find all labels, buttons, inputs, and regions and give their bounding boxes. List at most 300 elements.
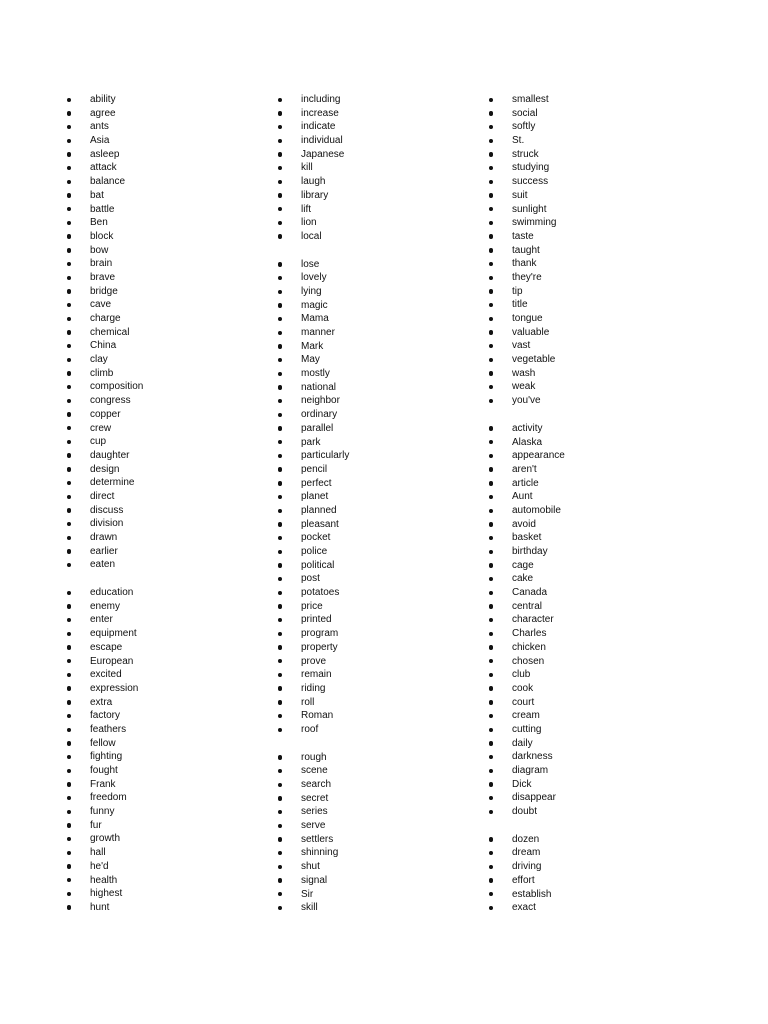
word-text: price	[301, 600, 323, 612]
bullet-icon	[278, 372, 282, 376]
list-item	[60, 805, 270, 819]
list-item	[60, 298, 270, 312]
list-item	[271, 600, 481, 614]
bullet-icon	[489, 741, 493, 745]
bullet-icon	[67, 508, 71, 512]
list-item	[271, 490, 481, 504]
word-text: struck	[512, 148, 539, 160]
bullet-icon	[489, 659, 493, 663]
list-item	[482, 805, 692, 819]
bullet-icon	[278, 426, 282, 430]
list-item	[482, 874, 692, 888]
word-text: Japanese	[301, 148, 345, 160]
bullet-icon	[489, 180, 493, 184]
word-text: fur	[90, 819, 102, 831]
list-item	[60, 189, 270, 203]
word-text: block	[90, 230, 114, 242]
word-text: Charles	[512, 628, 547, 640]
bullet-icon	[278, 317, 282, 321]
bullet-icon	[67, 878, 71, 882]
word-text: birthday	[512, 546, 548, 557]
bullet-icon	[489, 139, 493, 143]
word-text: sunlight	[512, 203, 547, 215]
list-item	[60, 312, 270, 326]
list-item	[271, 641, 481, 655]
word-text: education	[90, 587, 134, 599]
list-item	[271, 751, 481, 765]
list-item	[482, 93, 692, 107]
list-item	[60, 271, 270, 285]
word-column-1	[60, 93, 270, 929]
list-item	[482, 312, 692, 326]
list-item	[60, 367, 270, 381]
list-item	[482, 367, 692, 381]
word-text: cream	[512, 710, 540, 722]
word-text: bat	[90, 189, 104, 201]
bullet-icon	[278, 495, 282, 499]
bullet-icon	[278, 262, 282, 266]
word-text: Canada	[512, 587, 548, 599]
list-item	[482, 161, 692, 175]
list-item	[60, 148, 270, 162]
word-text: battle	[90, 203, 115, 215]
word-text: title	[512, 299, 528, 311]
word-text: social	[512, 107, 538, 119]
list-item	[271, 723, 481, 737]
list-item	[482, 189, 692, 203]
list-item	[482, 257, 692, 271]
list-item	[60, 778, 270, 792]
list-item	[60, 668, 270, 682]
word-text: exact	[512, 902, 536, 914]
bullet-icon	[278, 481, 282, 485]
word-text: excited	[90, 669, 122, 681]
bullet-icon	[489, 454, 493, 458]
list-item	[60, 531, 270, 545]
list-item	[60, 120, 270, 134]
list-item	[60, 449, 270, 463]
bullet-icon	[67, 659, 71, 663]
list-item	[60, 791, 270, 805]
bullet-icon	[67, 782, 71, 786]
bullet-icon	[67, 645, 71, 649]
word-text: direct	[90, 490, 115, 502]
bullet-icon	[278, 837, 282, 841]
bullet-icon	[489, 906, 493, 910]
word-column-2	[271, 93, 481, 929]
word-text: ability	[90, 94, 116, 105]
bullet-icon	[67, 426, 71, 430]
list-item	[271, 531, 481, 545]
list-item	[271, 271, 481, 285]
list-item	[60, 696, 270, 710]
bullet-icon	[278, 509, 282, 513]
word-text: cutting	[512, 723, 542, 735]
bullet-icon	[489, 98, 493, 102]
bullet-icon	[67, 152, 71, 156]
list-item	[271, 792, 481, 806]
word-list	[60, 93, 270, 572]
word-list	[482, 422, 692, 819]
word-text: escape	[90, 641, 123, 653]
word-column-3	[482, 93, 692, 929]
word-text: remain	[301, 669, 332, 681]
word-text: daughter	[90, 449, 130, 461]
list-item	[271, 408, 481, 422]
word-text: European	[90, 655, 134, 667]
bullet-icon	[278, 221, 282, 225]
word-text: central	[512, 600, 543, 612]
word-text: secret	[301, 792, 329, 804]
word-text: planet	[301, 491, 329, 503]
bullet-icon	[489, 495, 493, 499]
word-text: neighbor	[301, 395, 340, 407]
list-item	[271, 545, 481, 559]
list-item	[482, 709, 692, 723]
word-text: studying	[512, 162, 550, 174]
bullet-icon	[278, 111, 282, 115]
word-text: dream	[512, 847, 541, 859]
list-item	[482, 846, 692, 860]
bullet-icon	[489, 152, 493, 156]
list-item	[482, 655, 692, 669]
bullet-icon	[278, 344, 282, 348]
list-item	[60, 422, 270, 436]
list-item	[271, 833, 481, 847]
bullet-icon	[489, 234, 493, 238]
bullet-icon	[278, 180, 282, 184]
bullet-icon	[67, 481, 71, 485]
list-item	[60, 832, 270, 846]
bullet-icon	[489, 385, 493, 389]
bullet-icon	[489, 193, 493, 197]
bullet-icon	[489, 509, 493, 513]
bullet-icon	[489, 577, 493, 581]
list-item	[271, 353, 481, 367]
bullet-icon	[278, 536, 282, 540]
bullet-icon	[67, 522, 71, 526]
word-text: taught	[512, 244, 540, 256]
bullet-icon	[67, 399, 71, 403]
bullet-icon	[278, 686, 282, 690]
word-text: effort	[512, 874, 535, 886]
list-item	[60, 709, 270, 723]
list-item	[271, 175, 481, 189]
list-item	[60, 175, 270, 189]
bullet-icon	[67, 371, 71, 375]
word-text: composition	[90, 381, 144, 393]
list-item	[271, 463, 481, 477]
word-text: smallest	[512, 94, 549, 105]
list-item	[482, 134, 692, 148]
list-item	[271, 340, 481, 354]
word-text: lose	[301, 258, 320, 270]
list-item	[482, 860, 692, 874]
bullet-icon	[278, 125, 282, 129]
list-item	[482, 641, 692, 655]
word-text: national	[301, 381, 337, 393]
bullet-icon	[67, 180, 71, 184]
word-text: bridge	[90, 285, 118, 297]
list-item	[482, 490, 692, 504]
list-item	[271, 285, 481, 299]
word-text: weak	[512, 381, 536, 393]
word-text: basket	[512, 532, 542, 544]
bullet-icon	[489, 632, 493, 636]
bullet-icon	[278, 892, 282, 896]
list-item	[60, 107, 270, 121]
word-text: article	[512, 477, 539, 489]
word-text: enemy	[90, 600, 121, 612]
word-text: ants	[90, 121, 109, 133]
list-item	[482, 339, 692, 353]
word-text: particularly	[301, 450, 350, 462]
list-item	[271, 627, 481, 641]
list-item	[60, 874, 270, 888]
bullet-icon	[489, 303, 493, 307]
list-item	[271, 449, 481, 463]
word-text: congress	[90, 395, 131, 407]
list-item	[482, 326, 692, 340]
list-item	[482, 436, 692, 450]
list-item	[60, 476, 270, 490]
word-text: dozen	[512, 833, 540, 845]
word-text: chicken	[512, 641, 546, 653]
word-text: charge	[90, 313, 121, 324]
bullet-icon	[67, 467, 71, 471]
bullet-icon	[278, 413, 282, 417]
word-text: vast	[512, 340, 531, 352]
word-text: hunt	[90, 901, 110, 913]
bullet-icon	[67, 837, 71, 841]
bullet-icon	[278, 865, 282, 869]
word-text: skill	[301, 902, 318, 914]
list-item	[482, 518, 692, 532]
list-item	[271, 682, 481, 696]
word-text: property	[301, 641, 338, 653]
list-item	[271, 189, 481, 203]
list-item	[482, 778, 692, 792]
bullet-icon	[67, 536, 71, 540]
bullet-icon	[67, 139, 71, 143]
word-text: funny	[90, 806, 115, 818]
word-text: riding	[301, 682, 326, 694]
word-text: they're	[512, 271, 542, 283]
list-item	[60, 285, 270, 299]
bullet-icon	[278, 152, 282, 156]
word-text: planned	[301, 504, 337, 516]
bullet-icon	[67, 207, 71, 211]
word-text: search	[301, 779, 332, 790]
list-item	[482, 394, 692, 408]
bullet-icon	[489, 426, 493, 430]
list-item	[271, 504, 481, 518]
word-text: scene	[301, 765, 328, 777]
word-text: indicate	[301, 121, 336, 133]
bullet-icon	[67, 303, 71, 307]
word-text: parallel	[301, 422, 334, 434]
bullet-icon	[278, 769, 282, 773]
bullet-icon	[278, 454, 282, 458]
bullet-icon	[278, 577, 282, 581]
list-item	[271, 696, 481, 710]
list-item	[271, 874, 481, 888]
bullet-icon	[278, 810, 282, 814]
bullet-icon	[67, 755, 71, 759]
word-text: growth	[90, 833, 121, 845]
list-item	[482, 696, 692, 710]
bullet-icon	[489, 769, 493, 773]
word-text: softly	[512, 121, 536, 133]
word-text: drawn	[90, 532, 118, 543]
word-text: aren't	[512, 463, 537, 475]
word-text: climb	[90, 367, 114, 379]
bullet-icon	[67, 221, 71, 225]
list-item	[271, 764, 481, 778]
list-item	[60, 682, 270, 696]
list-item	[482, 750, 692, 764]
word-text: program	[301, 628, 339, 640]
word-text: China	[90, 340, 117, 352]
bullet-icon	[489, 645, 493, 649]
word-text: Alaska	[512, 436, 543, 448]
list-item	[482, 737, 692, 751]
word-text: rough	[301, 751, 327, 763]
bullet-icon	[278, 358, 282, 362]
word-text: design	[90, 463, 120, 475]
bullet-icon	[489, 865, 493, 869]
bullet-icon	[278, 193, 282, 197]
list-item	[482, 833, 692, 847]
list-item	[60, 846, 270, 860]
bullet-icon	[489, 550, 493, 554]
bullet-icon	[489, 289, 493, 293]
list-item	[60, 819, 270, 833]
bullet-icon	[278, 673, 282, 677]
bullet-icon	[67, 276, 71, 280]
word-text: cage	[512, 559, 534, 571]
word-text: ordinary	[301, 409, 338, 421]
list-item	[60, 230, 270, 244]
bullet-icon	[67, 440, 71, 444]
list-item	[271, 888, 481, 902]
list-item	[482, 380, 692, 394]
list-item	[60, 326, 270, 340]
word-text: individual	[301, 135, 343, 147]
bullet-icon	[67, 563, 71, 567]
list-item	[60, 887, 270, 901]
word-text: fought	[90, 765, 118, 776]
word-text: lovely	[301, 272, 327, 284]
word-text: Roman	[301, 710, 334, 722]
list-item	[482, 723, 692, 737]
word-text: health	[90, 874, 118, 886]
list-item	[60, 764, 270, 778]
word-text: chemical	[90, 326, 130, 338]
bullet-icon	[67, 618, 71, 622]
bullet-icon	[489, 344, 493, 348]
bullet-icon	[67, 728, 71, 732]
word-text: determine	[90, 477, 135, 489]
word-text: increase	[301, 107, 339, 119]
word-text: brain	[90, 258, 113, 270]
word-text: success	[512, 176, 549, 188]
word-list	[482, 93, 692, 408]
bullet-icon	[278, 550, 282, 554]
list-item	[271, 230, 481, 244]
bullet-icon	[67, 905, 71, 909]
bullet-icon	[67, 234, 71, 238]
word-text: lift	[301, 203, 311, 215]
word-text: series	[301, 806, 328, 818]
list-item	[271, 518, 481, 532]
word-text: Ben	[90, 217, 108, 229]
word-text: fellow	[90, 737, 116, 749]
bullet-icon	[489, 330, 493, 334]
bullet-icon	[67, 193, 71, 197]
bullet-icon	[67, 125, 71, 129]
list-item	[60, 600, 270, 614]
word-text: activity	[512, 422, 543, 434]
bullet-icon	[489, 440, 493, 444]
bullet-icon	[278, 276, 282, 280]
bullet-icon	[67, 673, 71, 677]
bullet-icon	[67, 166, 71, 170]
word-text: balance	[90, 176, 126, 188]
list-item	[271, 120, 481, 134]
word-text: printed	[301, 614, 332, 626]
list-item	[60, 216, 270, 230]
word-text: you've	[512, 395, 541, 407]
word-text: bow	[90, 244, 109, 256]
bullet-icon	[489, 851, 493, 855]
list-item	[271, 93, 481, 107]
list-item	[60, 750, 270, 764]
list-item	[60, 586, 270, 600]
bullet-icon	[67, 810, 71, 814]
bullet-icon	[278, 783, 282, 787]
bullet-icon	[489, 125, 493, 129]
word-text: settlers	[301, 833, 334, 845]
list-item	[482, 271, 692, 285]
list-item	[60, 408, 270, 422]
word-text: expression	[90, 682, 139, 694]
list-item	[271, 819, 481, 833]
list-item	[271, 148, 481, 162]
word-list	[271, 258, 481, 737]
bullet-icon	[278, 906, 282, 910]
word-text: manner	[301, 327, 335, 338]
word-text: extra	[90, 696, 113, 708]
word-text: equipment	[90, 628, 137, 640]
list-item	[60, 545, 270, 559]
bullet-icon	[278, 632, 282, 636]
bullet-icon	[278, 714, 282, 718]
list-item	[60, 394, 270, 408]
list-item	[482, 682, 692, 696]
bullet-icon	[489, 111, 493, 115]
list-item	[60, 93, 270, 107]
bullet-icon	[489, 714, 493, 718]
word-text: signal	[301, 874, 328, 886]
bullet-icon	[489, 878, 493, 882]
list-item	[271, 901, 481, 915]
word-text: Aunt	[512, 491, 533, 503]
word-text: May	[301, 354, 320, 366]
word-text: driving	[512, 861, 542, 873]
list-item	[60, 435, 270, 449]
list-item	[482, 668, 692, 682]
